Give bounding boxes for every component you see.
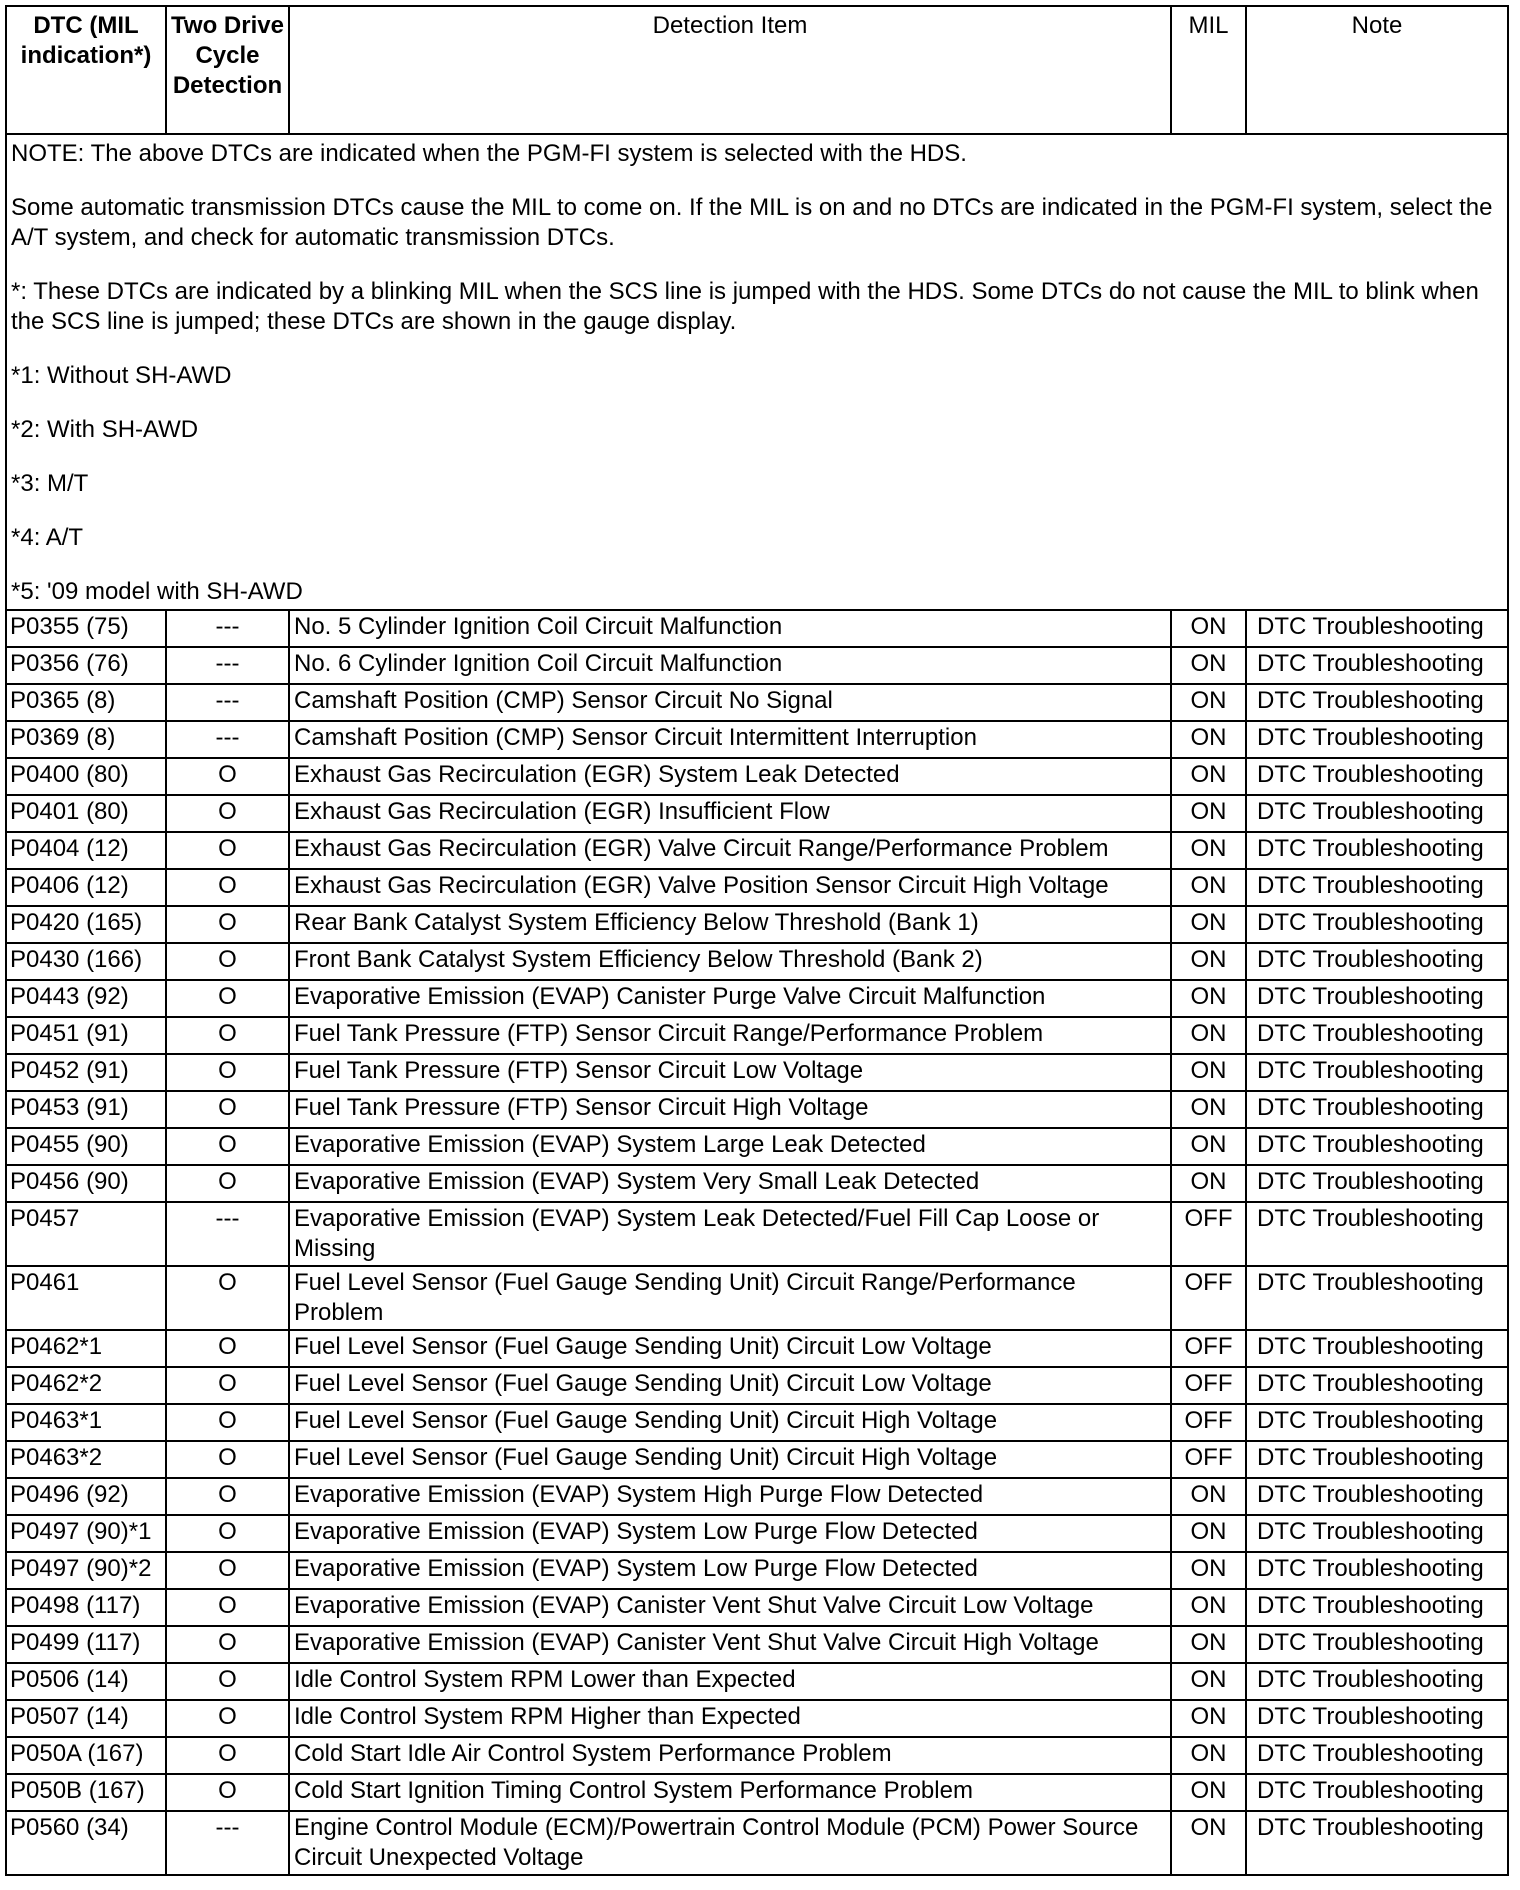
note-link[interactable]: DTC Troubleshooting — [1246, 1737, 1508, 1774]
dtc-code: P0462*1 — [6, 1330, 166, 1367]
note-link[interactable]: DTC Troubleshooting — [1246, 1626, 1508, 1663]
note-link[interactable]: DTC Troubleshooting — [1246, 1404, 1508, 1441]
two-drive-cycle-mark: --- — [166, 610, 289, 647]
mil-status: ON — [1171, 832, 1246, 869]
two-drive-cycle-mark: O — [166, 1165, 289, 1202]
dtc-rows — [6, 610, 1508, 1875]
dtc-code: P0430 (166) — [6, 943, 166, 980]
two-drive-cycle-mark: O — [166, 1330, 289, 1367]
note-link[interactable]: DTC Troubleshooting — [1246, 1054, 1508, 1091]
dtc-code: P0420 (165) — [6, 906, 166, 943]
two-drive-cycle-mark: O — [166, 906, 289, 943]
two-drive-cycle-mark: O — [166, 758, 289, 795]
note-link[interactable]: DTC Troubleshooting — [1246, 1441, 1508, 1478]
detection-item: Exhaust Gas Recirculation (EGR) Insufficient Flow — [289, 795, 1171, 832]
detection-item: Evaporative Emission (EVAP) System Very Small Leak Detected — [289, 1165, 1171, 1202]
two-drive-cycle-mark: O — [166, 1700, 289, 1737]
note-paragraph: Some automatic transmission DTCs cause the MIL to come on. If the MIL is on and no DTCs are indicated in the PGM-FI system, select the A/T system, and check for automatic transmission DTCs. — [11, 194, 1493, 251]
note-paragraph: *: These DTCs are indicated by a blinking MIL when the SCS line is jumped with the HDS. Some DTCs do not cause the MIL to blink when the SCS line is jumped; these DTCs are shown in the gauge display. — [11, 278, 1479, 335]
note-link[interactable]: DTC Troubleshooting — [1246, 1017, 1508, 1054]
dtc-code: P0506 (14) — [6, 1663, 166, 1700]
dtc-code: P0406 (12) — [6, 869, 166, 906]
notes-block — [6, 134, 1508, 610]
detection-item: Idle Control System RPM Higher than Expected — [289, 1700, 1171, 1737]
detection-item: Exhaust Gas Recirculation (EGR) System Leak Detected — [289, 758, 1171, 795]
two-drive-cycle-mark: O — [166, 1128, 289, 1165]
header-dtc: DTC (MIL indication*) — [6, 6, 166, 134]
dtc-code: P0365 (8) — [6, 684, 166, 721]
dtc-code: P0497 (90)*1 — [6, 1515, 166, 1552]
dtc-code: P0453 (91) — [6, 1091, 166, 1128]
table-row — [6, 1330, 1508, 1367]
header-detection-item: Detection Item — [289, 6, 1171, 134]
mil-status: ON — [1171, 610, 1246, 647]
mil-status: OFF — [1171, 1404, 1246, 1441]
detection-item: Fuel Tank Pressure (FTP) Sensor Circuit High Voltage — [289, 1091, 1171, 1128]
two-drive-cycle-mark: O — [166, 1552, 289, 1589]
two-drive-cycle-mark: O — [166, 1774, 289, 1811]
header-note: Note — [1246, 6, 1508, 134]
mil-status: ON — [1171, 1737, 1246, 1774]
table-row — [6, 721, 1508, 758]
detection-item: Fuel Level Sensor (Fuel Gauge Sending Unit) Circuit High Voltage — [289, 1441, 1171, 1478]
detection-item: Fuel Level Sensor (Fuel Gauge Sending Unit) Circuit Range/Performance Problem — [289, 1266, 1171, 1330]
note-link[interactable]: DTC Troubleshooting — [1246, 1266, 1508, 1330]
dtc-code: P0462*2 — [6, 1367, 166, 1404]
dtc-code: P0356 (76) — [6, 647, 166, 684]
note-link[interactable]: DTC Troubleshooting — [1246, 943, 1508, 980]
mil-status: ON — [1171, 980, 1246, 1017]
note-link[interactable]: DTC Troubleshooting — [1246, 980, 1508, 1017]
mil-status: OFF — [1171, 1202, 1246, 1266]
table-row — [6, 869, 1508, 906]
mil-status: ON — [1171, 1626, 1246, 1663]
dtc-code: P050A (167) — [6, 1737, 166, 1774]
mil-status: ON — [1171, 1774, 1246, 1811]
dtc-code: P0496 (92) — [6, 1478, 166, 1515]
detection-item: Evaporative Emission (EVAP) System Low Purge Flow Detected — [289, 1552, 1171, 1589]
mil-status: ON — [1171, 1478, 1246, 1515]
note-link[interactable]: DTC Troubleshooting — [1246, 1367, 1508, 1404]
detection-item: Cold Start Idle Air Control System Performance Problem — [289, 1737, 1171, 1774]
table-row — [6, 647, 1508, 684]
mil-status: ON — [1171, 795, 1246, 832]
mil-status: ON — [1171, 758, 1246, 795]
detection-item: Fuel Level Sensor (Fuel Gauge Sending Unit) Circuit High Voltage — [289, 1404, 1171, 1441]
footnote-3: *3: M/T — [11, 470, 89, 497]
header-two-drive-cycle: Two Drive Cycle Detection — [166, 6, 289, 134]
two-drive-cycle-mark: O — [166, 1589, 289, 1626]
dtc-code: P0451 (91) — [6, 1017, 166, 1054]
note-link[interactable]: DTC Troubleshooting — [1246, 906, 1508, 943]
note-link[interactable]: DTC Troubleshooting — [1246, 869, 1508, 906]
table-row — [6, 1552, 1508, 1589]
table-row — [6, 1404, 1508, 1441]
two-drive-cycle-mark: --- — [166, 1811, 289, 1875]
table-row — [6, 1165, 1508, 1202]
note-link[interactable]: DTC Troubleshooting — [1246, 1515, 1508, 1552]
detection-item: Front Bank Catalyst System Efficiency Below Threshold (Bank 2) — [289, 943, 1171, 980]
table-row — [6, 1054, 1508, 1091]
detection-item: Idle Control System RPM Lower than Expected — [289, 1663, 1171, 1700]
detection-item: Rear Bank Catalyst System Efficiency Below Threshold (Bank 1) — [289, 906, 1171, 943]
mil-status: ON — [1171, 1165, 1246, 1202]
two-drive-cycle-mark: O — [166, 1404, 289, 1441]
table-row — [6, 1737, 1508, 1774]
table-row — [6, 980, 1508, 1017]
detection-item: Exhaust Gas Recirculation (EGR) Valve Circuit Range/Performance Problem — [289, 832, 1171, 869]
detection-item: Evaporative Emission (EVAP) System High Purge Flow Detected — [289, 1478, 1171, 1515]
mil-status: ON — [1171, 721, 1246, 758]
two-drive-cycle-mark: --- — [166, 1202, 289, 1266]
table-row — [6, 832, 1508, 869]
table-row — [6, 1441, 1508, 1478]
dtc-code: P0452 (91) — [6, 1054, 166, 1091]
detection-item: Fuel Level Sensor (Fuel Gauge Sending Unit) Circuit Low Voltage — [289, 1367, 1171, 1404]
two-drive-cycle-mark: O — [166, 1367, 289, 1404]
two-drive-cycle-mark: --- — [166, 684, 289, 721]
dtc-code: P0507 (14) — [6, 1700, 166, 1737]
mil-status: ON — [1171, 684, 1246, 721]
note-link[interactable]: DTC Troubleshooting — [1246, 832, 1508, 869]
table-row — [6, 1017, 1508, 1054]
table-header — [6, 6, 1508, 134]
header-mil: MIL — [1171, 6, 1246, 134]
mil-status: ON — [1171, 1811, 1246, 1875]
note-link[interactable]: DTC Troubleshooting — [1246, 1811, 1508, 1875]
mil-status: ON — [1171, 1054, 1246, 1091]
table-row — [6, 943, 1508, 980]
two-drive-cycle-mark: O — [166, 1626, 289, 1663]
mil-status: OFF — [1171, 1441, 1246, 1478]
detection-item: Cold Start Ignition Timing Control System Performance Problem — [289, 1774, 1171, 1811]
dtc-code: P0560 (34) — [6, 1811, 166, 1875]
detection-item: Camshaft Position (CMP) Sensor Circuit Intermittent Interruption — [289, 721, 1171, 758]
detection-item: Evaporative Emission (EVAP) Canister Vent Shut Valve Circuit Low Voltage — [289, 1589, 1171, 1626]
dtc-code: P050B (167) — [6, 1774, 166, 1811]
footnote-5: *5: '09 model with SH-AWD — [11, 578, 303, 605]
note-link[interactable]: DTC Troubleshooting — [1246, 1663, 1508, 1700]
table-row — [6, 1663, 1508, 1700]
dtc-code: P0498 (117) — [6, 1589, 166, 1626]
table-row — [6, 1478, 1508, 1515]
mil-status: ON — [1171, 869, 1246, 906]
two-drive-cycle-mark: O — [166, 1663, 289, 1700]
table-row — [6, 1700, 1508, 1737]
table-row — [6, 1515, 1508, 1552]
dtc-code: P0400 (80) — [6, 758, 166, 795]
detection-item: Fuel Tank Pressure (FTP) Sensor Circuit Low Voltage — [289, 1054, 1171, 1091]
table-row — [6, 1774, 1508, 1811]
table-row — [6, 1128, 1508, 1165]
two-drive-cycle-mark: O — [166, 943, 289, 980]
note-link[interactable]: DTC Troubleshooting — [1246, 758, 1508, 795]
two-drive-cycle-mark: O — [166, 795, 289, 832]
two-drive-cycle-mark: O — [166, 1266, 289, 1330]
two-drive-cycle-mark: O — [166, 1478, 289, 1515]
note-link[interactable]: DTC Troubleshooting — [1246, 795, 1508, 832]
footnote-1: *1: Without SH-AWD — [11, 362, 232, 389]
note-link[interactable]: DTC Troubleshooting — [1246, 1091, 1508, 1128]
two-drive-cycle-mark: O — [166, 980, 289, 1017]
dtc-code: P0404 (12) — [6, 832, 166, 869]
table-row — [6, 795, 1508, 832]
detection-item: Evaporative Emission (EVAP) Canister Vent Shut Valve Circuit High Voltage — [289, 1626, 1171, 1663]
note-link[interactable]: DTC Troubleshooting — [1246, 1700, 1508, 1737]
mil-status: ON — [1171, 1663, 1246, 1700]
detection-item: Camshaft Position (CMP) Sensor Circuit No Signal — [289, 684, 1171, 721]
detection-item: Fuel Level Sensor (Fuel Gauge Sending Unit) Circuit Low Voltage — [289, 1330, 1171, 1367]
table-row — [6, 610, 1508, 647]
two-drive-cycle-mark: O — [166, 869, 289, 906]
detection-item: Evaporative Emission (EVAP) System Leak Detected/Fuel Fill Cap Loose or Missing — [289, 1202, 1171, 1266]
note-link[interactable]: DTC Troubleshooting — [1246, 1552, 1508, 1589]
dtc-code: P0369 (8) — [6, 721, 166, 758]
mil-status: ON — [1171, 1700, 1246, 1737]
note-paragraph: NOTE: The above DTCs are indicated when the PGM-FI system is selected with the HDS. — [11, 140, 967, 167]
footnote-2: *2: With SH-AWD — [11, 416, 199, 443]
detection-item: Evaporative Emission (EVAP) Canister Purge Valve Circuit Malfunction — [289, 980, 1171, 1017]
dtc-code: P0463*2 — [6, 1441, 166, 1478]
table-row — [6, 1626, 1508, 1663]
table-row — [6, 1589, 1508, 1626]
dtc-code: P0463*1 — [6, 1404, 166, 1441]
note-link[interactable]: DTC Troubleshooting — [1246, 684, 1508, 721]
two-drive-cycle-mark: O — [166, 1441, 289, 1478]
mil-status: ON — [1171, 1552, 1246, 1589]
note-link[interactable]: DTC Troubleshooting — [1246, 1202, 1508, 1266]
note-link[interactable]: DTC Troubleshooting — [1246, 1330, 1508, 1367]
mil-status: ON — [1171, 1128, 1246, 1165]
dtc-code: P0499 (117) — [6, 1626, 166, 1663]
note-link[interactable]: DTC Troubleshooting — [1246, 1128, 1508, 1165]
two-drive-cycle-mark: --- — [166, 647, 289, 684]
detection-item: Evaporative Emission (EVAP) System Low Purge Flow Detected — [289, 1515, 1171, 1552]
mil-status: ON — [1171, 1017, 1246, 1054]
mil-status: ON — [1171, 647, 1246, 684]
dtc-table — [5, 5, 1509, 1876]
mil-status: ON — [1171, 906, 1246, 943]
mil-status: ON — [1171, 943, 1246, 980]
two-drive-cycle-mark: --- — [166, 721, 289, 758]
two-drive-cycle-mark: O — [166, 1017, 289, 1054]
detection-item: No. 6 Cylinder Ignition Coil Circuit Malfunction — [289, 647, 1171, 684]
note-link[interactable]: DTC Troubleshooting — [1246, 1774, 1508, 1811]
two-drive-cycle-mark: O — [166, 1515, 289, 1552]
dtc-code: P0455 (90) — [6, 1128, 166, 1165]
mil-status: ON — [1171, 1515, 1246, 1552]
mil-status: OFF — [1171, 1330, 1246, 1367]
detection-item: Engine Control Module (ECM)/Powertrain Control Module (PCM) Power Source Circuit Unexpected Voltage — [289, 1811, 1171, 1875]
table-row — [6, 906, 1508, 943]
table-row — [6, 1367, 1508, 1404]
table-row — [6, 1091, 1508, 1128]
note-link[interactable]: DTC Troubleshooting — [1246, 1478, 1508, 1515]
dtc-code: P0461 — [6, 1266, 166, 1330]
dtc-code: P0497 (90)*2 — [6, 1552, 166, 1589]
table-row — [6, 758, 1508, 795]
detection-item: No. 5 Cylinder Ignition Coil Circuit Malfunction — [289, 610, 1171, 647]
note-link[interactable]: DTC Troubleshooting — [1246, 610, 1508, 647]
detection-item: Fuel Tank Pressure (FTP) Sensor Circuit Range/Performance Problem — [289, 1017, 1171, 1054]
mil-status: OFF — [1171, 1266, 1246, 1330]
dtc-code: P0355 (75) — [6, 610, 166, 647]
dtc-code: P0443 (92) — [6, 980, 166, 1017]
two-drive-cycle-mark: O — [166, 1054, 289, 1091]
note-link[interactable]: DTC Troubleshooting — [1246, 721, 1508, 758]
dtc-code: P0457 — [6, 1202, 166, 1266]
two-drive-cycle-mark: O — [166, 1091, 289, 1128]
note-link[interactable]: DTC Troubleshooting — [1246, 647, 1508, 684]
table-row — [6, 1266, 1508, 1330]
footnote-4: *4: A/T — [11, 524, 84, 551]
note-link[interactable]: DTC Troubleshooting — [1246, 1589, 1508, 1626]
table-row — [6, 1811, 1508, 1875]
dtc-document — [5, 5, 1507, 1876]
detection-item: Exhaust Gas Recirculation (EGR) Valve Position Sensor Circuit High Voltage — [289, 869, 1171, 906]
dtc-code: P0401 (80) — [6, 795, 166, 832]
note-link[interactable]: DTC Troubleshooting — [1246, 1165, 1508, 1202]
two-drive-cycle-mark: O — [166, 1737, 289, 1774]
detection-item: Evaporative Emission (EVAP) System Large Leak Detected — [289, 1128, 1171, 1165]
table-row — [6, 1202, 1508, 1266]
two-drive-cycle-mark: O — [166, 832, 289, 869]
mil-status: ON — [1171, 1091, 1246, 1128]
mil-status: ON — [1171, 1589, 1246, 1626]
dtc-code: P0456 (90) — [6, 1165, 166, 1202]
table-row — [6, 684, 1508, 721]
mil-status: OFF — [1171, 1367, 1246, 1404]
